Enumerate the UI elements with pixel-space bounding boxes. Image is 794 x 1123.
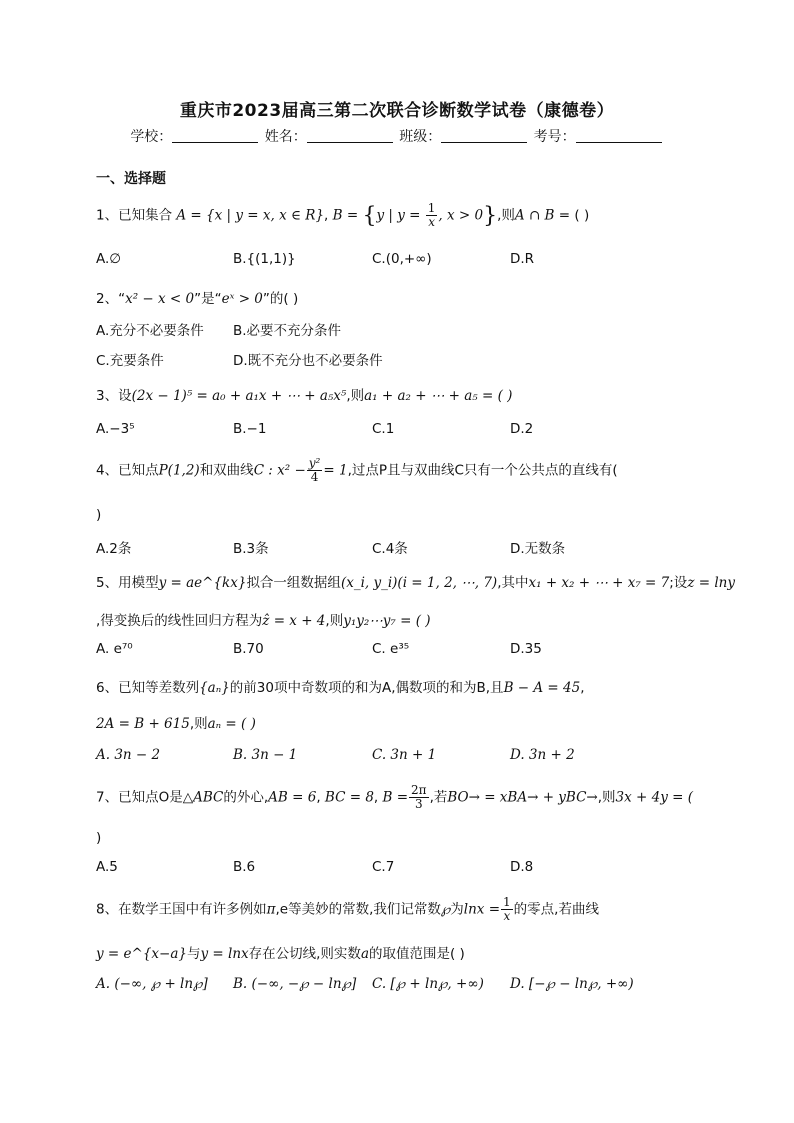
question-text: 与 <box>186 946 201 962</box>
option-b[interactable]: B.{(1,1)} <box>233 251 296 267</box>
math-expr: ℘ <box>440 901 451 918</box>
question-1 <box>96 202 589 229</box>
question-text: 存在公切线,则实数 <box>248 946 361 962</box>
option-b[interactable]: B.3条 <box>233 541 269 557</box>
question-2 <box>96 287 298 307</box>
question-text: ,e等美妙的常数,我们记常数 <box>275 901 441 918</box>
options-q6 <box>96 747 696 767</box>
option-b[interactable]: B. (−∞, −℘ − ln℘] <box>233 976 357 992</box>
question-text: 已知点O是 <box>118 789 183 806</box>
option-a[interactable]: A.2条 <box>96 541 132 557</box>
option-a[interactable]: A.5 <box>96 859 118 875</box>
question-4 <box>96 457 618 484</box>
math-expr: 2A = B + 615 <box>96 716 190 732</box>
section-title: 一、选择题 <box>96 171 166 187</box>
question-text: ,则 <box>497 207 515 224</box>
option-d[interactable]: D. [−℘ − ln℘, +∞) <box>510 976 634 992</box>
math-expr: BC = 8 <box>324 789 374 806</box>
question-5-cont <box>96 609 431 629</box>
exam-number-blank[interactable] <box>576 128 662 143</box>
question-text: 的零点,若曲线 <box>513 901 599 918</box>
math-expr: ẑ = x + 4 <box>262 613 326 629</box>
name-blank[interactable] <box>307 128 393 143</box>
fraction-denominator: x <box>428 215 435 229</box>
math-expr: y = lnx <box>200 946 249 962</box>
options-q5 <box>96 641 696 661</box>
question-text: ,过点P且与双曲线C只有一个公共点的直线有( <box>347 462 618 479</box>
math-expr: y₁y₂⋯y₇ = ( ) <box>343 613 431 629</box>
math-expr: a₁ + a₂ + ⋯ + a₅ = ( ) <box>364 388 513 404</box>
options-q2-row1 <box>96 319 696 339</box>
math-expr: {aₙ} <box>199 680 230 696</box>
question-8 <box>96 896 599 923</box>
options-q7 <box>96 859 696 879</box>
bar: | <box>388 207 393 224</box>
question-6 <box>96 676 585 696</box>
option-d[interactable]: D.既不充分也不必要条件 <box>233 353 383 369</box>
question-text: ,得变换后的线性回归方程为 <box>96 613 263 629</box>
question-text: 已知点 <box>118 462 159 479</box>
brace-open: { <box>362 203 377 229</box>
option-a[interactable]: A. e⁷⁰ <box>96 641 133 657</box>
exam-number-label: 考号： <box>533 129 576 145</box>
fraction-numerator: 1 <box>427 201 436 215</box>
question-text: ,则 <box>189 716 208 732</box>
options-q4 <box>96 537 696 557</box>
class-label: 班级： <box>399 129 442 145</box>
option-c[interactable]: C.(0,+∞) <box>372 251 432 267</box>
math-expr: , x > 0 <box>438 207 484 224</box>
option-a[interactable]: A. (−∞, ℘ + ln℘] <box>96 976 208 992</box>
option-a[interactable]: A. 3n − 2 <box>96 747 161 763</box>
fraction-numerator: 2π <box>411 783 427 797</box>
question-text: , <box>580 680 585 696</box>
option-a[interactable]: A.充分不必要条件 <box>96 323 204 339</box>
option-d[interactable]: D.无数条 <box>510 541 566 557</box>
brace-close: } <box>483 203 498 229</box>
math-expr: π <box>266 901 276 918</box>
question-text: ,若 <box>429 789 448 806</box>
math-expr: BO→ = xBA→ + yBC→ <box>447 789 598 806</box>
question-number: 6、 <box>96 680 119 696</box>
question-number: 1、 <box>96 207 119 224</box>
option-b[interactable]: B.必要不充分条件 <box>233 323 342 339</box>
math-expr: y <box>376 207 385 224</box>
question-7-cont: ) <box>96 830 102 846</box>
math-expr: 3x + 4y = ( <box>615 789 694 806</box>
math-expr: B = <box>382 789 409 806</box>
question-text: 已知集合 <box>118 207 173 224</box>
option-d[interactable]: D.8 <box>510 859 534 875</box>
math-expr: aₙ = ( ) <box>207 716 256 732</box>
math-expr: (x_i, y_i)(i = 1, 2, ⋯, 7) <box>340 575 498 591</box>
option-d[interactable]: D.R <box>510 251 535 267</box>
question-number: 4、 <box>96 462 119 479</box>
fraction-denominator: x <box>503 909 511 923</box>
option-c[interactable]: C.7 <box>372 859 395 875</box>
math-expr: B − A = 45 <box>503 680 581 696</box>
option-c[interactable]: C. e³⁵ <box>372 641 410 657</box>
math-expr: (2x − 1)⁵ = a₀ + a₁x + ⋯ + a₅x⁵ <box>131 388 347 404</box>
question-text: 的外心, <box>223 789 269 806</box>
question-text: 为 <box>450 901 464 918</box>
question-text: ,则 <box>325 613 344 629</box>
option-c[interactable]: C.4条 <box>372 541 408 557</box>
question-number: 7、 <box>96 789 119 806</box>
option-b[interactable]: B.−1 <box>233 421 267 437</box>
math-expr: = 1 <box>323 462 348 479</box>
class-blank[interactable] <box>441 128 527 143</box>
math-expr: x² − x < 0 <box>125 291 195 307</box>
question-text: 在数学王国中有许多例如 <box>118 901 267 918</box>
option-d[interactable]: D.2 <box>510 421 534 437</box>
math-expr: y = <box>397 207 425 224</box>
question-6-cont <box>96 712 256 732</box>
option-c[interactable]: C.充要条件 <box>96 353 164 369</box>
fraction <box>501 896 513 923</box>
question-text: “ <box>118 291 126 307</box>
math-expr: z = lny <box>687 575 735 591</box>
fraction-denominator: 3 <box>414 797 423 811</box>
question-8-cont <box>96 942 465 962</box>
question-3 <box>96 384 512 404</box>
option-a[interactable]: A.−3⁵ <box>96 421 135 437</box>
math-expr: lnx = <box>463 901 501 918</box>
question-text: 和双曲线 <box>199 462 254 479</box>
question-text: 的前30项中奇数项的和为A,偶数项的和为B,且 <box>229 680 504 696</box>
school-label: 学校： <box>130 129 173 145</box>
fraction-denominator: 4 <box>310 470 319 484</box>
question-number: 5、 <box>96 575 119 591</box>
question-text: ”是“ <box>194 291 222 307</box>
options-q2-row2 <box>96 349 696 369</box>
options-q8 <box>96 976 696 996</box>
math-expr: B = <box>332 207 363 224</box>
math-expr: y = ae^{kx} <box>158 575 247 591</box>
fraction <box>307 457 323 484</box>
option-c[interactable]: C. 3n + 1 <box>372 747 437 763</box>
option-d[interactable]: D.35 <box>510 641 542 657</box>
name-label: 姓名： <box>264 129 307 145</box>
school-blank[interactable] <box>172 128 258 143</box>
option-d[interactable]: D. 3n + 2 <box>510 747 575 763</box>
question-text: 设 <box>118 388 132 404</box>
math-expr: A ∩ B <box>514 207 555 224</box>
question-4-cont: ) <box>96 507 102 523</box>
option-c[interactable]: C.1 <box>372 421 395 437</box>
question-number: 2、 <box>96 291 119 307</box>
question-text: 用模型 <box>118 575 159 591</box>
math-expr: AB = 6 <box>268 789 317 806</box>
math-expr: a <box>360 946 369 962</box>
question-number: 8、 <box>96 901 119 918</box>
question-text: ,则 <box>346 388 365 404</box>
student-info-row <box>0 126 794 146</box>
option-b[interactable]: B. 3n − 1 <box>233 747 298 763</box>
math-expr: eˣ > 0 <box>221 291 263 307</box>
question-text: 的取值范围是( ) <box>369 946 465 962</box>
option-b[interactable]: B.6 <box>233 859 256 875</box>
option-c[interactable]: C. [℘ + ln℘, +∞) <box>372 976 484 992</box>
question-text: 拟合一组数据组 <box>246 575 341 591</box>
options-q3 <box>96 421 696 441</box>
question-text: ;设 <box>669 575 688 591</box>
question-number: 3、 <box>96 388 119 404</box>
question-text: 已知等差数列 <box>118 680 200 696</box>
math-expr: △ABC <box>182 789 224 806</box>
question-text: , <box>324 207 329 224</box>
question-text: ,则 <box>597 789 616 806</box>
question-7: 7、已知点O是△ABC的外心,AB = 6, BC = 8, B = $\frac{2\pi}{3}$ ,若BO→ = xBA→ + yBC→,则3x + 4y = ( <box>96 783 694 811</box>
fraction <box>409 784 429 811</box>
math-expr: x₁ + x₂ + ⋯ + x₇ = 7 <box>528 575 670 591</box>
option-a[interactable]: A.∅ <box>96 251 122 267</box>
option-b[interactable]: B.70 <box>233 641 264 657</box>
math-expr: C : x² − <box>253 462 306 479</box>
question-5 <box>96 571 735 591</box>
options-q1 <box>96 251 696 271</box>
fraction-numerator: 1 <box>503 895 511 909</box>
math-expr: y = e^{x−a} <box>96 946 187 962</box>
exam-title: 重庆市2023届高三第二次联合诊断数学试卷（康德卷） <box>179 101 615 121</box>
fraction-numerator: y² <box>308 456 321 470</box>
math-expr: P(1,2) <box>158 462 200 479</box>
question-text: ,其中 <box>497 575 529 591</box>
question-text: ”的( ) <box>262 291 299 307</box>
question-text: = ( ) <box>558 207 590 224</box>
fraction <box>426 202 438 229</box>
math-expr: A = {x | y = x, x ∈ R} <box>176 207 325 224</box>
